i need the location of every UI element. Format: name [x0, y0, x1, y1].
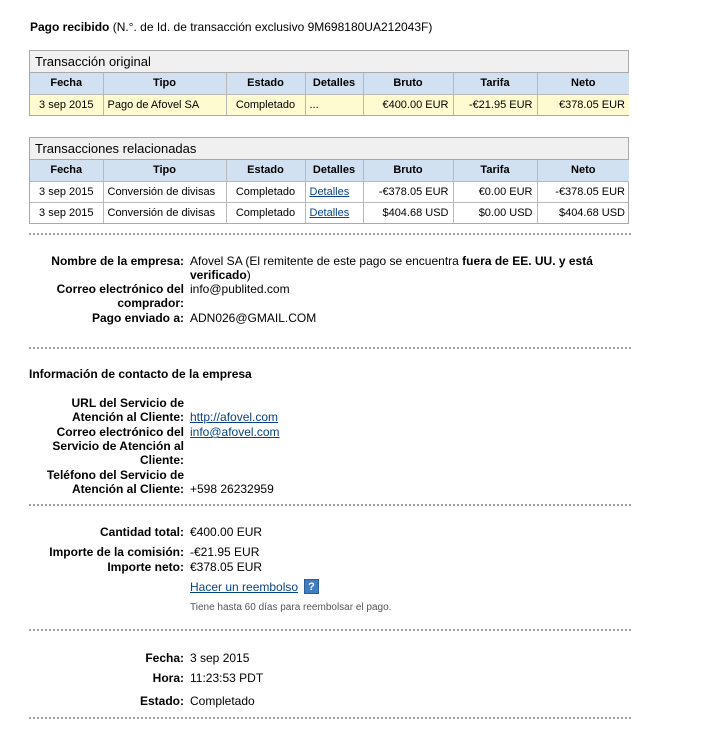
- col-header-tarifa: Tarifa: [453, 73, 537, 94]
- title-transaction-id: (N.°. de Id. de transacción exclusivo 9M698180UA212043F): [109, 20, 433, 34]
- support-email-label-line1: Correo electrónico del: [56, 425, 184, 439]
- col-header-detalles: Detalles: [305, 160, 363, 181]
- net-amount-value: €378.05 EUR: [190, 560, 263, 574]
- col-header-fecha: Fecha: [30, 73, 103, 94]
- sent-to-value: ADN026@GMAIL.COM: [190, 311, 317, 325]
- support-phone-value: +598 26232959: [190, 482, 274, 496]
- support-email-label-line3: Cliente:: [139, 453, 184, 467]
- cell-bruto: €400.00 EUR: [363, 94, 453, 115]
- related-transactions-title: Transacciones relacionadas: [30, 138, 628, 160]
- company-note: (El remitente de este pago se encuentra: [242, 254, 463, 268]
- support-email-label: [29, 425, 184, 467]
- support-email-label-line2: Servicio de Atención al: [52, 439, 184, 453]
- cell-fecha: 3 sep 2015: [30, 202, 103, 223]
- status-label: Estado:: [139, 694, 184, 708]
- company-note-bold: fuera de EE. UU. y está verificado: [190, 254, 593, 282]
- original-transaction-table: [30, 73, 629, 115]
- col-header-tipo: Tipo: [103, 160, 226, 181]
- support-url-label-line2: Atención al Cliente:: [71, 410, 184, 424]
- support-phone-label-line1: Teléfono del Servicio de: [46, 468, 184, 482]
- cell-tipo: Conversión de divisas: [103, 202, 226, 223]
- cell-tipo: Conversión de divisas: [103, 181, 226, 202]
- cell-tarifa: $0.00 USD: [453, 202, 537, 223]
- refund-link[interactable]: Hacer un reembolso: [190, 580, 299, 594]
- fee-amount-value: -€21.95 EUR: [190, 545, 260, 559]
- details-link[interactable]: Detalles: [309, 206, 350, 219]
- fee-amount-label: Importe de la comisión:: [49, 545, 184, 559]
- col-header-tipo: Tipo: [103, 73, 226, 94]
- date-value: 3 sep 2015: [190, 651, 250, 665]
- cell-bruto: -€378.05 EUR: [363, 181, 453, 202]
- cell-fecha: 3 sep 2015: [30, 181, 103, 202]
- cell-tarifa: €0.00 EUR: [453, 181, 537, 202]
- cell-neto: €378.05 EUR: [537, 94, 629, 115]
- contact-heading: Información de contacto de la empresa: [29, 367, 252, 381]
- cell-neto: $404.68 USD: [537, 202, 629, 223]
- original-transaction-title: Transacción original: [30, 51, 628, 73]
- col-header-neto: Neto: [537, 73, 629, 94]
- table-row: [30, 94, 629, 115]
- buyer-email-label-line2: comprador:: [117, 296, 184, 310]
- cell-fecha: 3 sep 2015: [30, 94, 103, 115]
- cell-detalles: [305, 181, 363, 202]
- divider: [29, 504, 631, 506]
- col-header-detalles: Detalles: [305, 73, 363, 94]
- support-phone-label: [29, 468, 184, 496]
- cell-tarifa: -€21.95 EUR: [453, 94, 537, 115]
- help-question-icon[interactable]: ?: [304, 579, 319, 594]
- title-bold: Pago recibido: [30, 20, 110, 34]
- table-header-row: [30, 160, 629, 181]
- col-header-bruto: Bruto: [363, 160, 453, 181]
- table-header-row: [30, 73, 629, 94]
- company-name-label: Nombre de la empresa:: [51, 254, 184, 268]
- company-note-end: ): [246, 268, 251, 282]
- col-header-fecha: Fecha: [30, 160, 103, 181]
- support-url-label: [29, 396, 184, 424]
- col-header-bruto: Bruto: [363, 73, 453, 94]
- col-header-tarifa: Tarifa: [453, 160, 537, 181]
- company-name-value: [190, 254, 610, 282]
- cell-estado: Completado: [226, 202, 305, 223]
- support-url-value: [190, 410, 278, 424]
- date-label: Fecha:: [145, 651, 184, 665]
- time-label: Hora:: [152, 671, 184, 685]
- related-transactions-box: [29, 137, 629, 224]
- support-email-link[interactable]: info@afovel.com: [190, 425, 280, 439]
- cell-estado: Completado: [226, 94, 305, 115]
- cell-bruto: $404.68 USD: [363, 202, 453, 223]
- buyer-email-label: [29, 282, 184, 310]
- support-url-link[interactable]: http://afovel.com: [190, 410, 279, 424]
- original-transaction-box: [29, 50, 629, 116]
- buyer-email-value: info@publited.com: [190, 282, 290, 296]
- net-amount-label: Importe neto:: [107, 560, 184, 574]
- table-row: [30, 202, 629, 223]
- cell-detalles: [305, 202, 363, 223]
- table-row: [30, 181, 629, 202]
- cell-tipo: Pago de Afovel SA: [103, 94, 226, 115]
- divider: [29, 233, 631, 235]
- support-url-label-line1: URL del Servicio de: [71, 396, 184, 410]
- details-link[interactable]: Detalles: [309, 185, 350, 198]
- col-header-estado: Estado: [226, 73, 305, 94]
- divider: [29, 717, 631, 719]
- cell-neto: -€378.05 EUR: [537, 181, 629, 202]
- support-email-value: [190, 425, 280, 439]
- total-amount-label: Cantidad total:: [100, 525, 184, 539]
- buyer-email-label-line1: Correo electrónico del: [56, 282, 184, 296]
- status-value: Completado: [190, 694, 255, 708]
- sent-to-label: Pago enviado a:: [91, 311, 184, 325]
- col-header-estado: Estado: [226, 160, 305, 181]
- refund-note: Tiene hasta 60 días para reembolsar el pago.: [190, 602, 392, 613]
- cell-detalles: ...: [305, 94, 363, 115]
- company-name: Afovel SA: [190, 254, 243, 268]
- col-header-neto: Neto: [537, 160, 629, 181]
- page-title: [30, 20, 432, 34]
- total-amount-value: €400.00 EUR: [190, 525, 263, 539]
- related-transactions-table: [30, 160, 629, 223]
- support-phone-label-line2: Atención al Cliente:: [71, 482, 184, 496]
- divider: [29, 629, 631, 631]
- divider: [29, 347, 631, 349]
- time-value: 11:23:53 PDT: [190, 671, 264, 685]
- cell-estado: Completado: [226, 181, 305, 202]
